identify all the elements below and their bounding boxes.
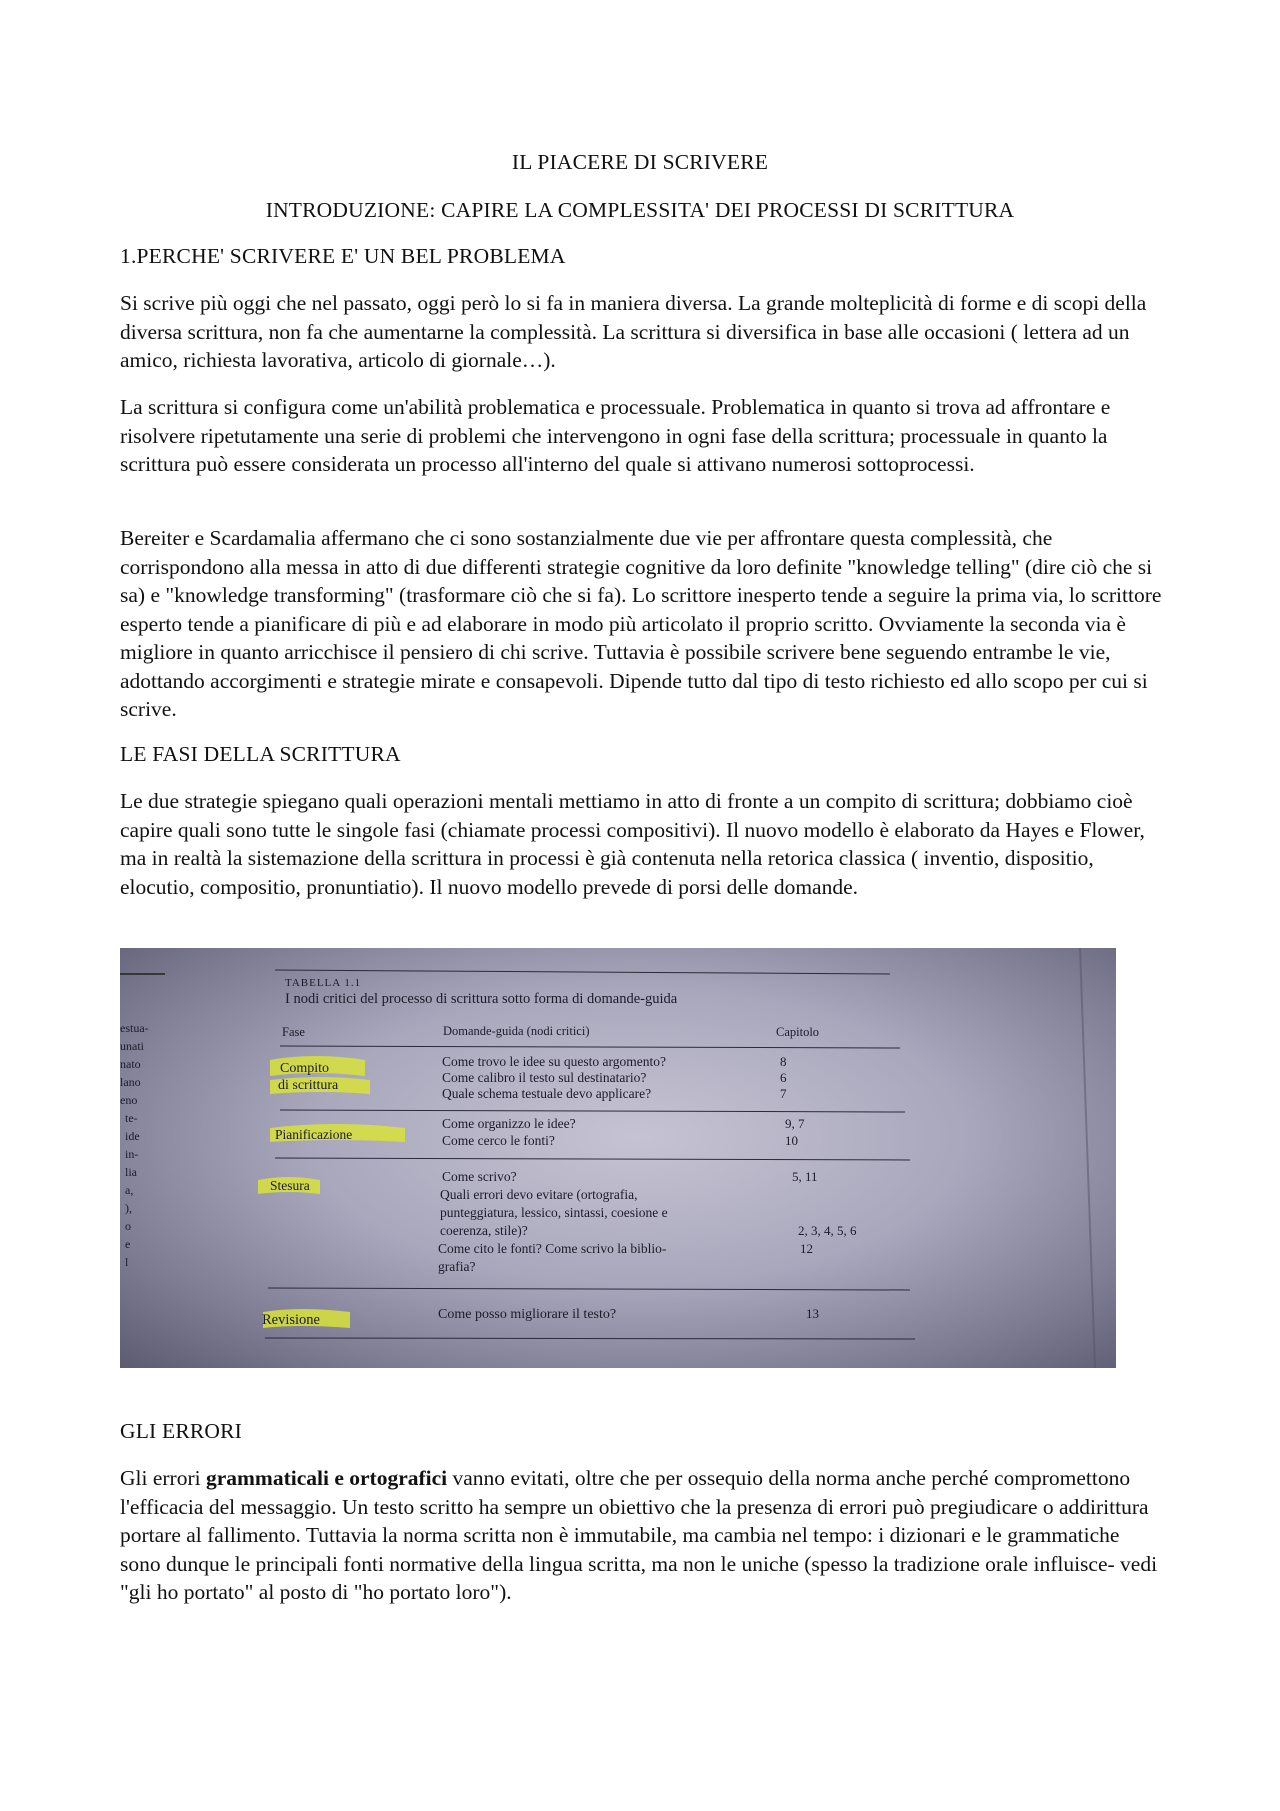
- section-heading-2: LE FASI DELLA SCRITTURA: [120, 742, 401, 766]
- phase-compito-2: di scrittura: [278, 1078, 339, 1093]
- side-line: unati: [120, 1039, 144, 1053]
- side-line: nato: [120, 1057, 141, 1071]
- paragraph-5-rest: vanno evitati, oltre che per ossequio della norma anche perché compromettono l'efficacia del messaggio. Un testo scritto ha sempre un obiettivo che la presenza di errori può pregiudicare o addirittura portare al fallimento. Tuttavia la norma scritta non è immutabile, ma cambia nel tempo: i dizionari e le grammatiche sono dunque le principali fonti normative della lingua scritta, ma non le uniche (spesso la tradizione orale influisce- vedi "gli ho portato" al posto di "ho portato loro").: [120, 1466, 1158, 1604]
- header-fase: Fase: [282, 1025, 305, 1039]
- question: Come trovo le idee su questo argomento?: [442, 1054, 666, 1069]
- chapter: 8: [780, 1054, 787, 1069]
- side-line: lia: [125, 1165, 137, 1179]
- question: Come calibro il testo sul destinatario?: [442, 1070, 647, 1085]
- question: Come posso migliorare il testo?: [438, 1307, 617, 1322]
- side-line: lano: [120, 1075, 141, 1089]
- side-line: in-: [125, 1147, 139, 1161]
- side-line: o: [125, 1219, 131, 1233]
- document-subtitle: INTRODUZIONE: CAPIRE LA COMPLESSITA' DEI PROCESSI DI SCRITTURA: [265, 198, 1015, 222]
- paragraph-2: La scrittura si configura come un'abilità problematica e processuale. Problematica in quanto si trova ad affrontare e risolvere ripetutamente una serie di problemi che intervengono in ogni fase della scrittura; processuale in quanto la scrittura può essere considerata un processo all'interno del quale si attivano numerosi sottoprocessi.: [120, 395, 1111, 476]
- question: Quale schema testuale devo applicare?: [442, 1086, 652, 1101]
- phase-compito: Compito: [280, 1061, 330, 1076]
- paragraph-5-bold: grammaticali e ortografici: [205, 1466, 448, 1490]
- side-line: te-: [125, 1111, 138, 1125]
- chapter: 12: [800, 1241, 813, 1256]
- document-title: IL PIACERE DI SCRIVERE: [511, 150, 769, 174]
- paragraph-1: Si scrive più oggi che nel passato, oggi però lo si fa in maniera diversa. La grande molteplicità di forme e di scopi della diversa scrittura, non fa che aumentarne la complessità. La scrittura si diversifica in base alle occasioni ( lettera ad un amico, richiesta lavorativa, articolo di giornale…).: [120, 291, 1147, 372]
- question: Come scrivo?: [442, 1169, 517, 1184]
- header-capitolo: Capitolo: [776, 1025, 820, 1039]
- chapter: 7: [780, 1086, 787, 1101]
- chapter: 2, 3, 4, 5, 6: [798, 1223, 857, 1238]
- side-line: l: [125, 1255, 129, 1269]
- chapter: 13: [806, 1306, 819, 1321]
- side-line: estua-: [120, 1021, 149, 1035]
- chapter: 6: [780, 1070, 787, 1085]
- side-line: e: [125, 1237, 131, 1251]
- table-photo: [120, 948, 1116, 1368]
- paragraph-5: [120, 1464, 1162, 1607]
- question: punteggiatura, lessico, sintassi, coesione e: [440, 1205, 668, 1220]
- side-line: ),: [125, 1201, 132, 1215]
- phase-revisione: Revisione: [262, 1312, 320, 1328]
- section-heading-3: GLI ERRORI: [120, 1419, 243, 1443]
- question: grafia?: [438, 1259, 476, 1274]
- question: Come cerco le fonti?: [442, 1133, 555, 1148]
- chapter: 9, 7: [785, 1116, 805, 1131]
- phase-stesura: Stesura: [270, 1178, 310, 1193]
- chapter: 10: [785, 1133, 798, 1148]
- paragraph-5-lead: Gli errori: [120, 1466, 206, 1490]
- question: Come organizzo le idee?: [442, 1116, 576, 1131]
- table-label: TABELLA 1.1: [285, 977, 362, 989]
- question: coerenza, stile)?: [440, 1223, 528, 1238]
- question: Come cito le fonti? Come scrivo la biblio-: [438, 1241, 667, 1256]
- side-line: a,: [125, 1183, 134, 1197]
- chapter: 5, 11: [792, 1169, 818, 1184]
- section-heading-1: 1.PERCHE' SCRIVERE E' UN BEL PROBLEMA: [120, 244, 566, 268]
- side-line: ide: [125, 1129, 140, 1143]
- table-caption: I nodi critici del processo di scrittura sotto forma di domande-guida: [285, 991, 678, 1007]
- side-line: eno: [120, 1093, 138, 1107]
- question: Quali errori devo evitare (ortografia,: [440, 1187, 638, 1202]
- paragraph-4: Le due strategie spiegano quali operazioni mentali mettiamo in atto di fronte a un compito di scrittura; dobbiamo cioè capire quali sono tutte le singole fasi (chiamate processi compositivi). Il nuovo modello è elaborato da Hayes e Flower, ma in realtà la sistemazione della scrittura in processi è già contenuta nella retorica classica ( inventio, dispositio, elocutio, compositio, pronuntiatio). Il nuovo modello prevede di porsi delle domande.: [120, 789, 1145, 899]
- paragraph-3: Bereiter e Scardamalia affermano che ci sono sostanzialmente due vie per affrontare questa complessità, che corrispondono alla messa in atto di due differenti strategie cognitive da loro definite "knowledge telling" (dire ciò che si sa) e "knowledge transforming" (trasformare ciò che si fa). Lo scrittore inesperto tende a seguire la prima via, lo scrittore esperto tende a pianificare di più e ad elaborare in modo più articolato il proprio scritto. Ovviamente la seconda via è migliore in quanto arricchisce il pensiero di chi scrive. Tuttavia è possibile scrivere bene seguendo entrambe le vie, adottando accorgimenti e strategie mirate e consapevoli. Dipende tutto dal tipo di testo richiesto ed allo scopo per cui si scrive.: [120, 526, 1162, 721]
- header-domande: Domande-guida (nodi critici): [443, 1024, 590, 1038]
- side-text: [120, 1021, 149, 1269]
- phase-pianificazione: Pianificazione: [275, 1127, 353, 1142]
